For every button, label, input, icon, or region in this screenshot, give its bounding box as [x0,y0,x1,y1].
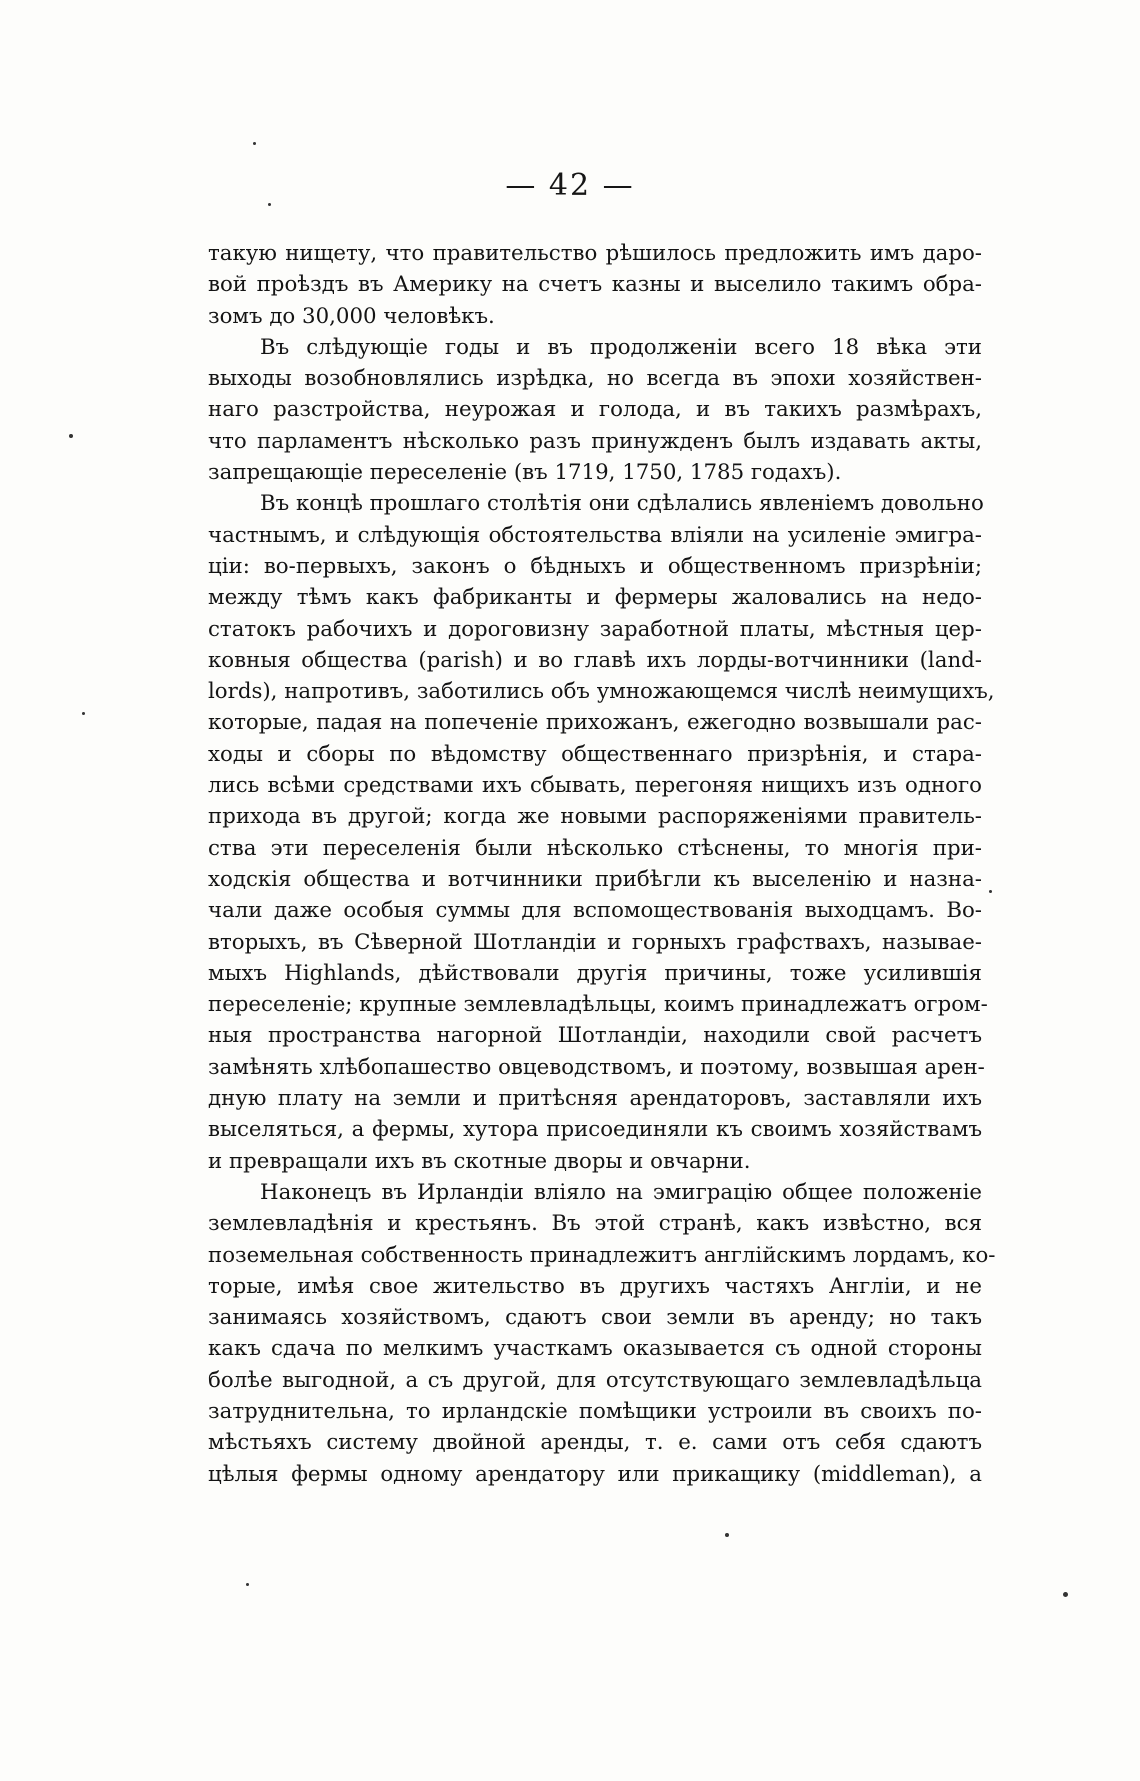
text-line: ства эти переселенія были нѣсколько стѣснены, то многія при- [208,835,982,861]
text-line: которые, падая на попеченіе прихожанъ, ежегодно возвышали рас- [208,710,982,736]
text-line: частнымъ, и слѣдующія обстоятельства вліяли на усиленіе эмигра- [208,522,982,548]
text-line: поземельная собственность принадлежитъ англійскимъ лордамъ, ко- [208,1242,996,1268]
paragraph-2 [208,332,982,488]
text-line: замѣнять хлѣбопашество овцеводствомъ, и поэтому, возвышая арен- [208,1054,985,1080]
text-line: лись всѣми средствами ихъ сбывать, перегоняя нищихъ изъ одного [208,773,982,799]
text-line: мѣстьяхъ систему двойной аренды, т. е. сами отъ себя сдаютъ [208,1430,982,1456]
text-line: чали даже особыя суммы для вспомоществованія выходцамъ. Во- [208,898,982,924]
text-line: землевладѣнія и крестьянъ. Въ этой странѣ, какъ извѣстно, вся [208,1211,982,1237]
text-line: болѣе выгодной, а съ другой, для отсутствующаго землевладѣльца [208,1367,982,1393]
text-line: какъ сдача по мелкимъ участкамъ оказывается съ одной стороны [208,1336,982,1362]
text-line: наго разстройства, неурожая и голода, и въ такихъ размѣрахъ, [208,397,982,423]
text-line: дную плату на земли и притѣсняя арендаторовъ, заставляли ихъ [208,1086,982,1112]
page-number: — 42 — [505,168,635,203]
text-line: Въ концѣ прошлаго столѣтія они сдѣлались явленіемъ довольно [260,491,984,517]
paragraph-3 [208,488,995,1177]
text-line: ходы и сборы по вѣдомству общественнаго призрѣнія, и стара- [208,741,982,767]
text-line: и превращали ихъ въ скотные дворы и овчарни. [208,1148,751,1174]
text-line: ковныя общества (parish) и во главѣ ихъ лорды-вотчинники (land- [208,647,982,673]
scan-speck [253,142,256,145]
text-line: запрещающіе переселеніе (въ 1719, 1750, 1785 годахъ). [208,460,842,486]
text-line: ходскія общества и вотчинники прибѣгли къ выселенію и назна- [208,866,982,892]
text-line: такую нищету, что правительство рѣшилось предложить имъ даро- [208,241,982,266]
text-line: затруднительна, то ирландскіе помѣщики устроили въ своихъ по- [208,1398,982,1424]
text-line: ціи: во-первыхъ, законъ о бѣдныхъ и общественномъ призрѣніи; [208,553,982,579]
text-line: между тѣмъ какъ фабриканты и фермеры жаловались на недо- [208,585,982,611]
text-line: прихода въ другой; когда же новыми распоряженіями правитель- [208,804,982,830]
scan-speck [268,203,271,206]
text-line: переселеніе; крупные землевладѣльцы, коимъ принадлежатъ огром- [208,992,988,1018]
body-text [208,238,996,1490]
text-line: цѣлыя фермы одному арендатору или прикащику (middleman), а [208,1461,982,1487]
text-line: торые, имѣя свое жительство въ другихъ частяхъ Англіи, и не [208,1273,982,1299]
text-line: мыхъ Highlands, дѣйствовали другія причины, тоже усилившія [208,960,982,986]
text-line: ныя пространства нагорной Шотландіи, находили свой расчетъ [208,1023,982,1049]
scan-speck [725,1533,729,1537]
text-line: вторыхъ, въ Сѣверной Шотландіи и горныхъ графствахъ, называе- [208,929,982,955]
text-line: lords), напротивъ, заботились объ умножающемся числѣ неимущихъ, [208,679,995,705]
text-line: зомъ до 30,000 человѣкъ. [208,303,495,329]
scan-speck [82,712,85,715]
scan-speck [1063,1592,1068,1597]
text-line: вой проѣздъ въ Америку на счетъ казны и выселило такимъ обра- [208,272,982,298]
scan-speck [69,434,73,438]
text-line: Въ слѣдующіе годы и въ продолженіи всего 18 вѣка эти [260,334,982,360]
text-line: выходы возобновлялись изрѣдка, но всегда въ эпохи хозяйствен- [208,366,982,392]
paragraph-1 [208,238,982,332]
text-line: Наконецъ въ Ирландіи вліяло на эмиграцію общее положеніе [260,1179,982,1205]
text-line: статокъ рабочихъ и дороговизну заработной платы, мѣстныя цер- [208,616,982,642]
text-line: что парламентъ нѣсколько разъ принужденъ былъ издавать акты, [208,428,982,454]
paragraph-4 [208,1177,996,1490]
scan-speck [246,1583,249,1586]
scan-speck [989,890,992,893]
text-line: занимаясь хозяйствомъ, сдаютъ свои земли въ аренду; но такъ [208,1305,982,1331]
text-line: выселяться, а фермы, хутора присоединяли къ своимъ хозяйствамъ [208,1117,982,1143]
